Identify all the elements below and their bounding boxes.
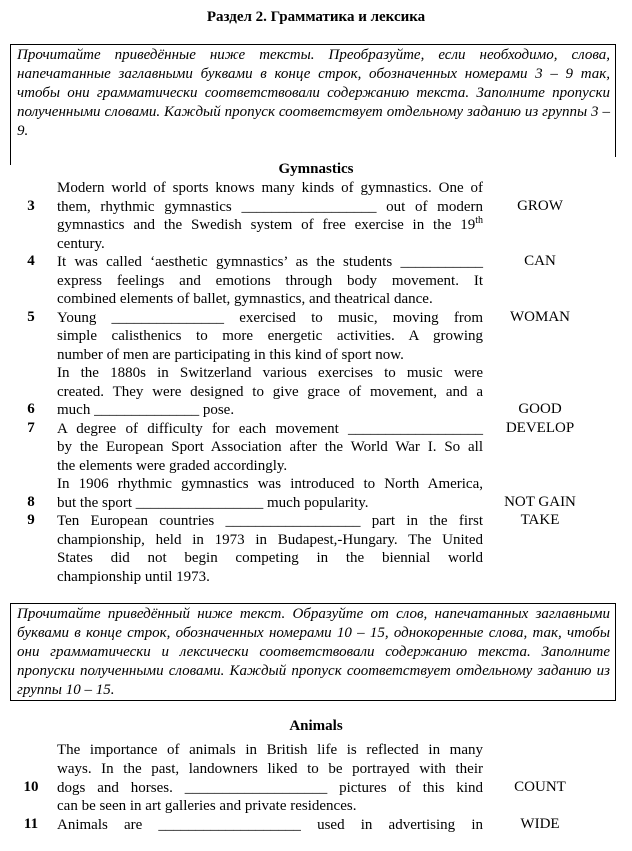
keyword: DEVELOP [505,419,575,436]
text-line: created. They were designed to give grace of movement, and a [57,383,483,400]
text-line: The importance of animals in British life is reflected in many [57,742,483,758]
task-number: 8 [27,493,35,510]
section-title: Раздел 2. Грамматика и лексика [206,9,426,25]
text-line: championship, held in 1973 in Budapest,-Hungary. The United [57,531,483,548]
text2-heading: Animals [289,718,343,734]
keyword: CAN [524,253,556,269]
text-line: In 1906 rhythmic gymnastics was introduced to North America, [57,476,483,492]
text-line: Modern world of sports knows many kinds of gymnastics. One of [57,180,483,196]
text-line: the elements were graded accordingly. [57,457,288,474]
text-line: It was called ‘aesthetic gymnastics’ as the students ___________ [57,254,483,270]
text-line: combined elements of ballet, gymnastics, and theatrical dance. [57,291,433,307]
text-line: can be seen in art galleries and private residences. [57,798,357,815]
text-line: Animals are ___________________ used in advertising in [57,817,483,834]
keyword: TAKE [520,512,560,528]
keyword: GOOD [518,401,562,417]
task-number: 4 [27,253,35,269]
text-line: dogs and horses. ___________________ pictures of this kind [57,779,483,796]
text-line: Young _______________ exercised to music, moving from [57,309,483,326]
task-number: 11 [23,816,39,833]
keyword: COUNT [514,778,566,795]
keyword: NOT GAIN [504,493,576,510]
keyword: WIDE [520,816,560,833]
text-line: but the sport _________________ much popularity. [57,494,369,511]
text-line: by the European Sport Association after the World War I. So all [57,439,483,455]
text-line: simple calisthenics to more energetic activities. A growing [57,328,483,344]
text-line: number of men are participating in this kind of sport now. [57,346,404,363]
task-number: 3 [27,197,35,214]
task-number: 9 [27,512,35,528]
task-number: 6 [27,401,35,417]
text-line: Ten European countries __________________ part in the first [57,513,483,529]
task-number: 7 [27,419,35,436]
text-line: ways. In the past, landowners liked to be portrayed with their [57,760,483,777]
keyword: GROW [517,197,563,214]
text-line: gymnastics and the Swedish system of free exercise in the 19th [57,215,483,233]
superscript: th [475,215,483,226]
text-line: much ______________ pose. [57,402,235,418]
text-line: championship until 1973. [57,568,210,585]
text1-heading: Gymnastics [278,161,354,177]
text-line: States did not begin competing in the biennial world [57,550,483,566]
instruction-box-10-15 [10,603,616,701]
keyword: WOMAN [510,308,570,325]
instruction-text-3-9: Прочитайте приведённые ниже тексты. Преобразуйте, если необходимо, слова, напечатанные заглавными буквами в конце строк, обозначенных номерами 3 – 9 так, чтобы они грамматически соответствовали содержанию текста. Заполните пропуски полученными словами. Каждый пропуск соответствует отдельному заданию из группы 3 – 9. [17,47,610,139]
text-line: In the 1880s in Switzerland various exercises to music were [57,365,483,381]
task-number: 10 [23,778,39,795]
task-number: 5 [27,308,35,325]
instruction-text-10-15: Прочитайте приведённый ниже текст. Образуйте от слов, напечатанных заглавными буквами в конце строк, обозначенных номерами 10 – 15, однокоренные слова, так, чтобы они грамматически и лексически соответствовали содержанию текста. Заполните пропуски полученными словами. Каждый пропуск соответствует отдельному заданию из группы 10 – 15. [17,606,610,698]
text-line: them, rhythmic gymnastics __________________ out of modern [57,198,483,215]
text-line: century. [57,235,105,252]
text-line: A degree of difficulty for each movement __________________ [57,420,483,437]
text-line: express feelings and emotions through body movement. It [57,272,483,289]
instruction-box-3-9 [10,44,616,157]
